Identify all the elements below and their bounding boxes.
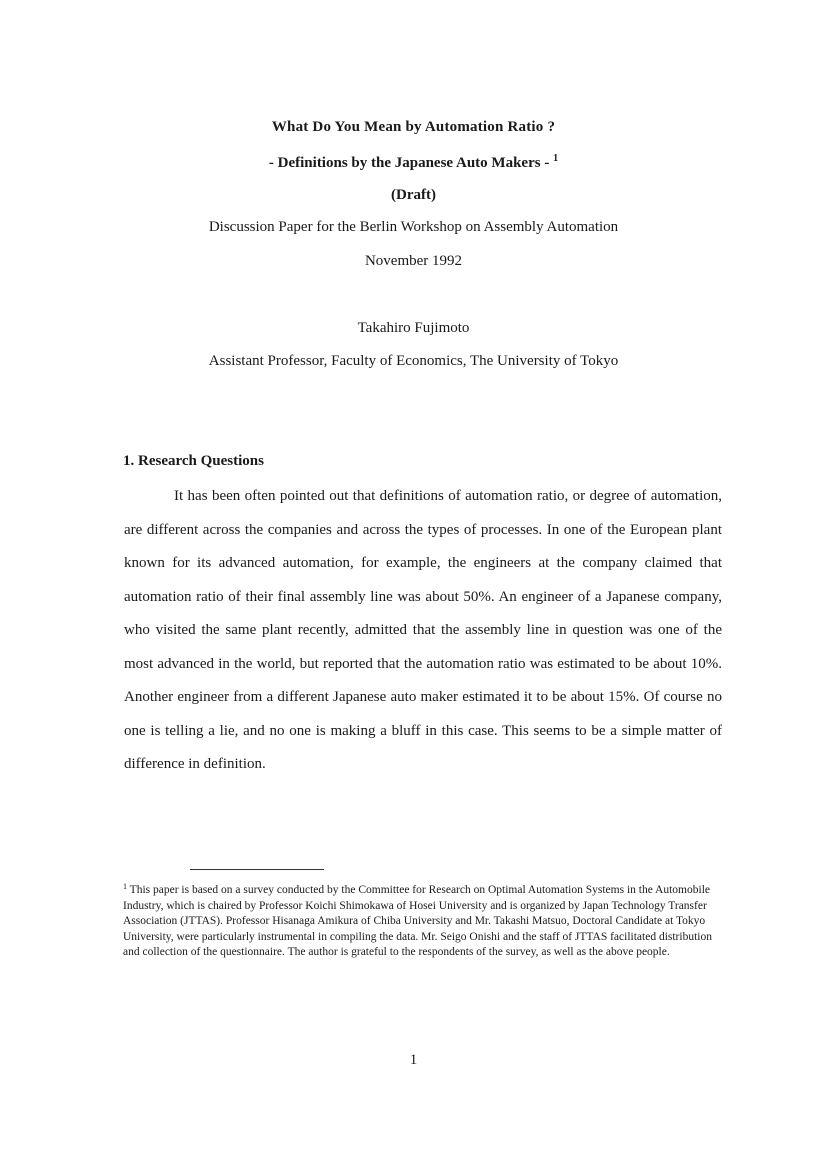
paper-subtitle bbox=[0, 153, 827, 172]
author-affiliation: Assistant Professor, Faculty of Economics, The University of Tokyo bbox=[208, 353, 619, 369]
section-heading: 1. Research Questions bbox=[123, 453, 264, 469]
draft-label: (Draft) bbox=[391, 187, 436, 203]
section-paragraph: It has been often pointed out that definitions of automation ratio, or degree of automation, are different across the companies and across the types of processes. In one of the European plant known for its advanced automation, for example, the engineers at the company claimed that automation ratio of their final assembly line was about 50%. An engineer of a Japanese company, who visited the same plant recently, admitted that the assembly line in question was one of the most advanced in the world, but reported that the automation ratio was estimated to be about 10%. Another engineer from a different Japanese auto maker estimated it to be about 15%. Of course no one is telling a lie, and no one is making a bluff in this case. This seems to be a simple matter of difference in definition. bbox=[124, 488, 722, 772]
discussion-line: Discussion Paper for the Berlin Workshop on Assembly Automation bbox=[208, 219, 619, 235]
footnote-mark: 1 bbox=[123, 882, 127, 891]
page-number: 1 bbox=[409, 1052, 418, 1068]
footnote bbox=[123, 879, 723, 961]
subtitle-footnote-mark: 1 bbox=[553, 153, 559, 164]
paper-title: What Do You Mean by Automation Ratio ? bbox=[271, 119, 556, 135]
footnote-divider bbox=[190, 869, 324, 870]
footnote-text: This paper is based on a survey conducted by the Committee for Research on Optimal Automation Systems in the Automobile Industry, which is chaired by Professor Koichi Shimokawa of Hosei University and is organized by Japan Technology Transfer Association (JTTAS). Professor Hisanaga Amikura of Chiba University and Mr. Takashi Matsuo, Doctoral Candidate at Tokyo University, were particularly instrumental in compiling the data. Mr. Seigo Onishi and the staff of JTTAS facilitated distribution and collection of the questionnaire. The author is grateful to the respondents of the survey, as well as the above people. bbox=[123, 884, 712, 959]
paper-date: November 1992 bbox=[364, 253, 463, 269]
author-name: Takahiro Fujimoto bbox=[357, 320, 470, 336]
subtitle-text: - Definitions by the Japanese Auto Makers - bbox=[268, 155, 550, 171]
